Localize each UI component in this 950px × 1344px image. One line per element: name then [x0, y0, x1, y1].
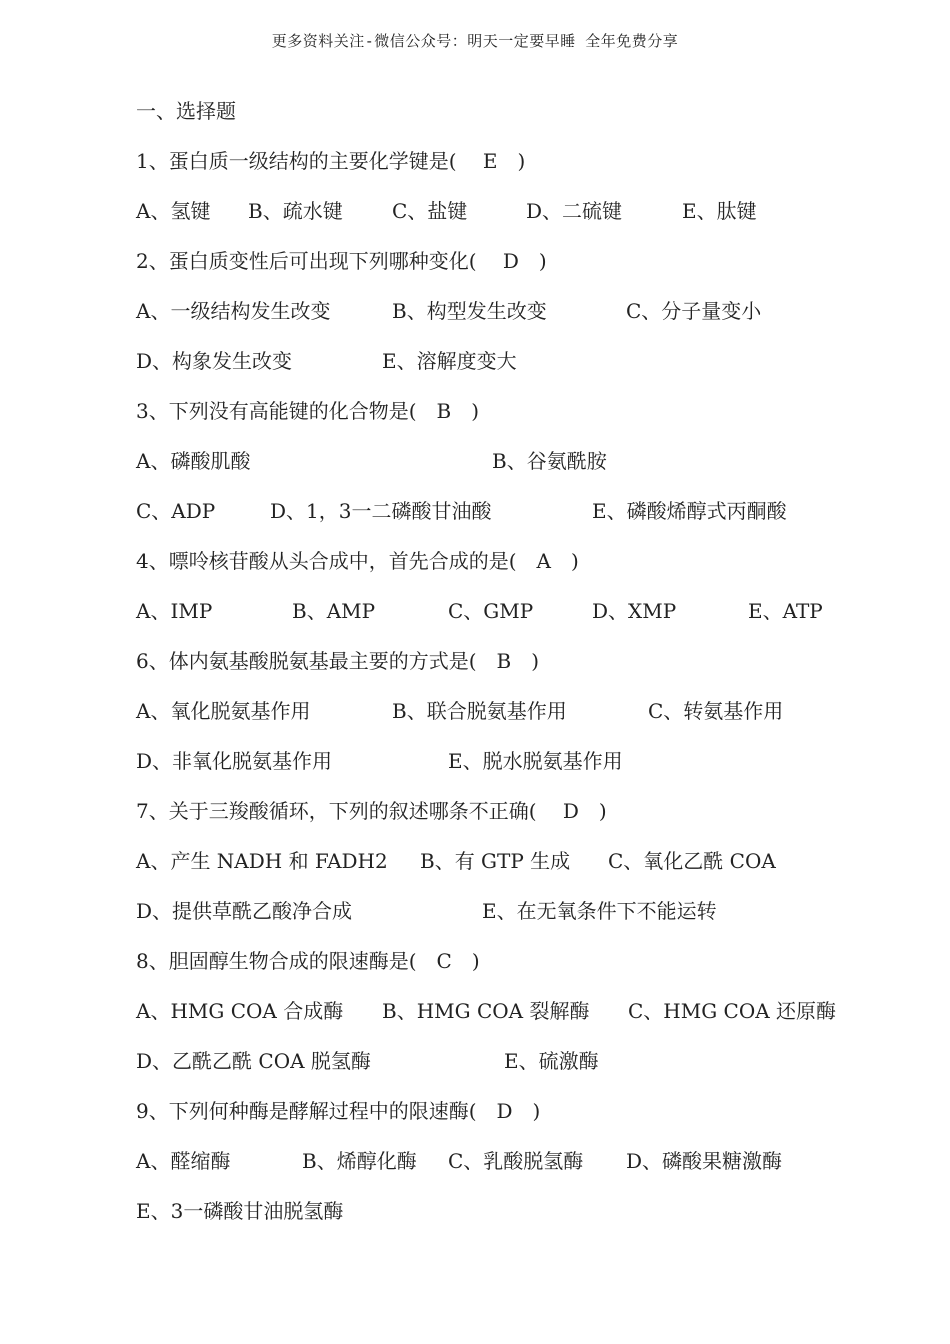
option: C、GMP — [448, 599, 534, 623]
option: E、ATP — [748, 599, 823, 623]
question-stem: 2、蛋白质变性后可出现下列哪种变化( D ) — [136, 249, 547, 273]
question-stem: 9、下列何种酶是酵解过程中的限速酶( D ) — [136, 1099, 541, 1123]
option: A、一级结构发生改变 — [136, 299, 331, 323]
option: B、构型发生改变 — [392, 299, 547, 323]
option: A、HMG COA 合成酶 — [136, 999, 344, 1023]
option: E、磷酸烯醇式丙酮酸 — [592, 499, 787, 523]
option: B、有 GTP 生成 — [420, 849, 571, 873]
option: C、ADP — [136, 499, 216, 523]
option: C、转氨基作用 — [648, 699, 784, 723]
question-stem: 3、下列没有高能键的化合物是( B ) — [136, 399, 480, 423]
option: E、在无氧条件下不能运转 — [482, 899, 717, 923]
option: A、产生 NADH 和 FADH2 — [136, 849, 388, 873]
option: D、1，3一二磷酸甘油酸 — [270, 499, 492, 523]
option: E、脱水脱氨基作用 — [448, 749, 623, 773]
option: C、乳酸脱氢酶 — [448, 1149, 584, 1173]
option: A、醛缩酶 — [136, 1149, 231, 1173]
option: B、烯醇化酶 — [302, 1149, 417, 1173]
question-stem: 8、胆固醇生物合成的限速酶是( C ) — [136, 949, 480, 973]
option: C、HMG COA 还原酶 — [628, 999, 837, 1023]
option: E、3一磷酸甘油脱氢酶 — [136, 1199, 344, 1223]
option: C、氧化乙酰 COA — [608, 849, 776, 873]
option: B、AMP — [292, 599, 376, 623]
option: B、联合脱氨基作用 — [392, 699, 567, 723]
option: A、IMP — [136, 599, 213, 623]
option: A、氢键 — [136, 199, 211, 223]
page-header: 更多资料关注-微信公众号：明天一定要早睡 全年免费分享 — [271, 32, 679, 50]
question-stem: 4、嘌呤核苷酸从头合成中，首先合成的是( A ) — [136, 549, 579, 573]
option: E、肽键 — [682, 199, 757, 223]
option: D、磷酸果糖激酶 — [626, 1149, 783, 1173]
option: B、谷氨酰胺 — [492, 449, 607, 473]
option: E、硫激酶 — [504, 1049, 599, 1073]
option: A、氧化脱氨基作用 — [136, 699, 311, 723]
option: D、提供草酰乙酸净合成 — [136, 899, 353, 923]
option: D、构象发生改变 — [136, 349, 293, 373]
option: C、盐键 — [392, 199, 468, 223]
option: E、溶解度变大 — [382, 349, 517, 373]
option: D、XMP — [592, 599, 677, 623]
option: C、分子量变小 — [626, 299, 762, 323]
option: B、疏水键 — [248, 199, 343, 223]
option: B、HMG COA 裂解酶 — [382, 999, 590, 1023]
question-stem: 7、关于三羧酸循环，下列的叙述哪条不正确( D ) — [136, 799, 607, 823]
section-title: 一、选择题 — [136, 99, 236, 123]
option: D、非氧化脱氨基作用 — [136, 749, 333, 773]
question-stem: 6、体内氨基酸脱氨基最主要的方式是( B ) — [136, 649, 540, 673]
option: A、磷酸肌酸 — [136, 449, 251, 473]
option: D、乙酰乙酰 COA 脱氢酶 — [136, 1049, 371, 1073]
question-stem: 1、蛋白质一级结构的主要化学键是( E ) — [136, 149, 526, 173]
option: D、二硫键 — [526, 199, 623, 223]
